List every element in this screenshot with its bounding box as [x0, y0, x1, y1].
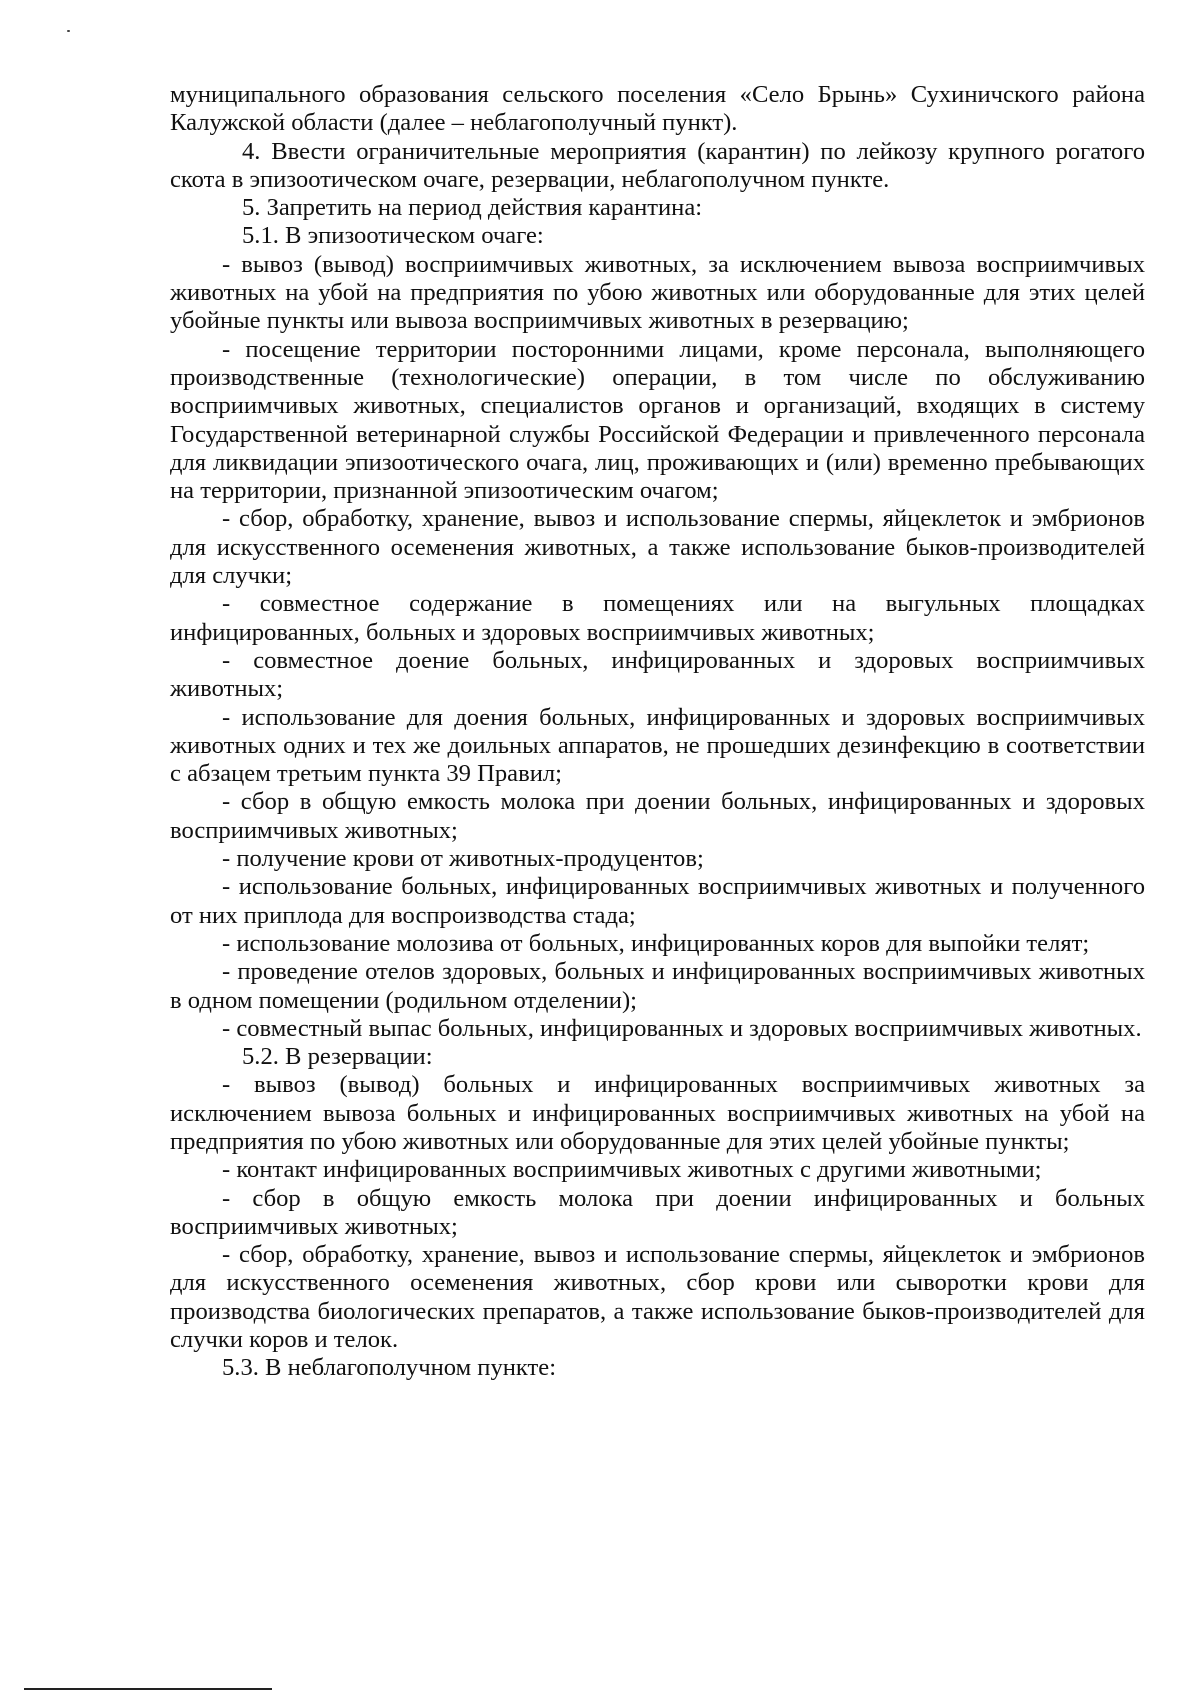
list-item: - вывоз (вывод) восприимчивых животных, за исключением вывоза восприимчивых животных на убой на предприятия по убою животных или оборудованные для этих целей убойные пункты или вывоза восприимчивых животных в резервацию; [170, 250, 1145, 335]
list-item: - использование больных, инфицированных восприимчивых животных и полученного от них приплода для воспроизводства стада; [170, 873, 1145, 929]
list-item: - совместное содержание в помещениях или на выгульных площадках инфицированных, больных и здоровых восприимчивых животных; [170, 590, 1145, 646]
list-item: - проведение отелов здоровых, больных и инфицированных восприимчивых животных в одном помещении (родильном отделении); [170, 958, 1145, 1014]
paragraph-item-5-3: 5.3. В неблагополучном пункте: [222, 1354, 557, 1382]
scan-speck [67, 30, 70, 32]
document-body [170, 81, 1145, 1383]
list-item: - сбор в общую емкость молока при доении больных, инфицированных и здоровых восприимчивых животных; [170, 788, 1145, 844]
list-item: - сбор, обработку, хранение, вывоз и использование спермы, яйцеклеток и эмбрионов для искусственного осеменения животных, а также использование быков-производителей для случки; [170, 505, 1145, 590]
footnote-rule [24, 1688, 272, 1690]
paragraph-item-5-2: 5.2. В резервации: [242, 1043, 433, 1071]
list-item: - получение крови от животных-продуцентов; [222, 845, 704, 873]
list-item: - использование молозива от больных, инфицированных коров для выпойки телят; [222, 929, 1090, 957]
paragraph-item-5-1: 5.1. В эпизоотическом очаге: [242, 222, 544, 250]
list-item: - использование для доения больных, инфицированных и здоровых восприимчивых животных одних и тех же доильных аппаратов, не прошедших дезинфекцию в соответствии с абзацем третьим пункта 39 Правил; [170, 703, 1145, 788]
paragraph-continuation: муниципального образования сельского поселения «Село Брынь» Сухиничского района Калужской области (далее – неблагополучный пункт). [170, 81, 1145, 137]
paragraph-item-5: 5. Запретить на период действия карантина: [242, 194, 703, 222]
list-item: - совместный выпас больных, инфицированных и здоровых восприимчивых животных. [222, 1014, 1142, 1042]
list-item: - совместное доение больных, инфицированных и здоровых восприимчивых животных; [170, 646, 1145, 703]
list-item: - посещение территории посторонними лицами, кроме персонала, выполняющего производственные (технологические) операции, в том числе по обслуживанию восприимчивых животных, специалистов органов и организаций, входящих в систему Государственной ветеринарной службы Российской Федерации и привлеченного персонала для ликвидации эпизоотического очага, лиц, проживающих и (или) временно пребывающих на территории, признанной эпизоотическим очагом; [170, 335, 1145, 505]
list-item: - вывоз (вывод) больных и инфицированных восприимчивых животных за исключением вывоза больных и инфицированных восприимчивых животных на убой на предприятия по убою животных или оборудованные для этих целей убойные пункты; [170, 1071, 1145, 1155]
list-item: - контакт инфицированных восприимчивых животных с другими животными; [222, 1156, 1042, 1184]
list-item: - сбор в общую емкость молока при доении инфицированных и больных восприимчивых животных; [170, 1184, 1145, 1240]
paragraph-item-4: 4. Ввести ограничительные мероприятия (карантин) по лейкозу крупного рогатого скота в эпизоотическом очаге, резервации, неблагополучном пункте. [170, 137, 1145, 193]
list-item: - сбор, обработку, хранение, вывоз и использование спермы, яйцеклеток и эмбрионов для искусственного осеменения животных, сбор крови или сыворотки крови для производства биологических препаратов, а также использование быков-производителей для случки коров и телок. [170, 1241, 1145, 1354]
